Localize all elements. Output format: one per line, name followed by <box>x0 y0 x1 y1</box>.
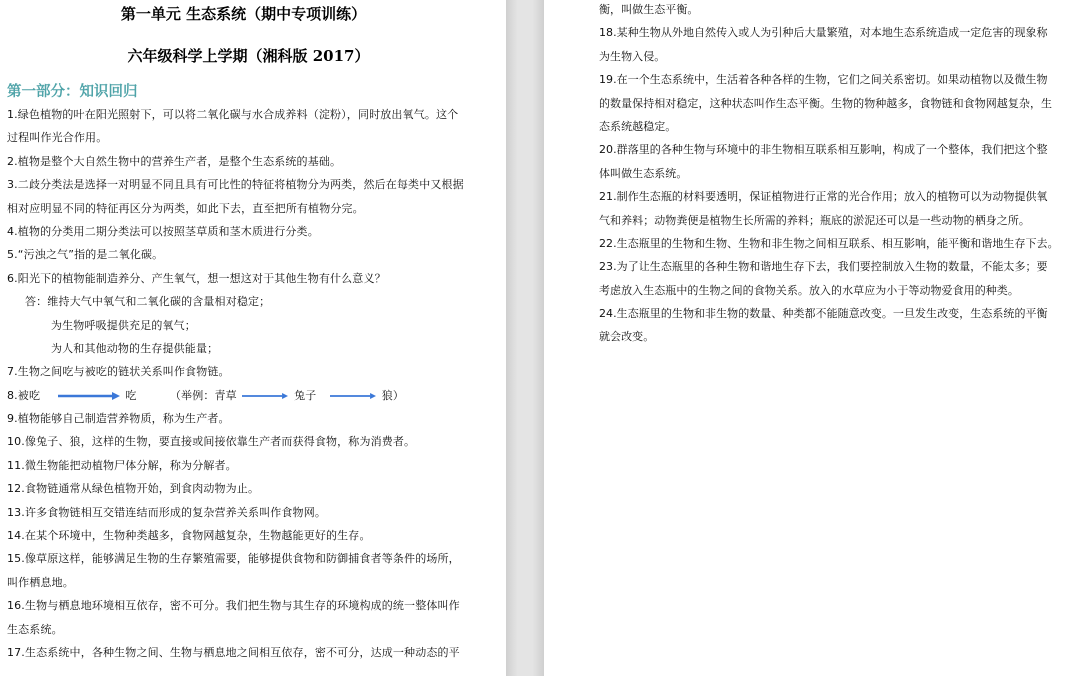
wolf-label: 狼） <box>381 388 405 402</box>
arrow-right-icon <box>58 391 120 401</box>
text-line: 气和养料；动物粪便是植物生长所需的养料；瓶底的淤泥还可以是一些动物的栖身之所。 <box>599 213 1030 227</box>
text-line: 23.为了让生态瓶里的各种生物和谐地生存下去，我们要控制放入生物的数量，不能太多；要 <box>599 260 1048 274</box>
text-line: 的数量保持相对稳定，这种状态叫作生态平衡。生物的物种越多，食物链和食物网越复杂，生 <box>599 96 1053 110</box>
document-subtitle: 六年级科学上学期（湘科版 2017） <box>127 47 370 65</box>
arrow-right-icon <box>330 391 376 401</box>
text-line: 相对应明显不同的特征再区分为两类，如此下去，直至把所有植物分完。 <box>7 201 364 215</box>
text-line: 过程叫作光合作用。 <box>7 131 108 145</box>
text-line: 9.植物能够自己制造营养物质，称为生产者。 <box>7 412 230 426</box>
text-line: 24.生态瓶里的生物和非生物的数量、种类都不能随意改变。一旦发生改变，生态系统的平衡 <box>599 307 1048 321</box>
arrow-right-icon <box>242 391 288 401</box>
text-line: 19.在一个生态系统中，生活着各种各样的生物，它们之间关系密切。如果动植物以及微生物 <box>599 73 1048 87</box>
text-line: 14.在某个环境中，生物种类越多，食物网越复杂，生物越能更好的生存。 <box>7 529 371 543</box>
answer-line: 为生物呼吸提供充足的氧气； <box>51 318 196 332</box>
text-line: 7.生物之间吃与被吃的链状关系叫作食物链。 <box>7 365 230 379</box>
answer-line: 答：维持大气中氧气和二氧化碳的含量相对稳定； <box>25 295 271 309</box>
text-line: 就会改变。 <box>599 330 655 344</box>
text-line: 17.生态系统中，各种生物之间、生物与栖息地之间相互依存，密不可分，达成一种动态的平 <box>7 645 460 659</box>
page-gap <box>506 0 544 676</box>
rabbit-label: 兔子 <box>294 388 317 402</box>
text-line: 12.食物链通常从绿色植物开始，到食肉动物为止。 <box>7 482 260 496</box>
text-line: 21.制作生态瓶的材料要透明，保证植物进行正常的光合作用；放入的植物可以为动物提供氧 <box>599 190 1048 204</box>
text-line: 1.绿色植物的叶在阳光照射下，可以将二氧化碳与水合成养料（淀粉），同时放出氧气。这个 <box>7 108 459 121</box>
text-line: 体叫做生态系统。 <box>599 166 688 180</box>
text-line: 11.微生物能把动植物尸体分解，称为分解者。 <box>7 458 237 472</box>
text-line: 态系统越稳定。 <box>599 119 677 133</box>
document-page-right <box>544 0 1080 676</box>
text-line: 4.植物的分类用二期分类法可以按照茎草质和茎木质进行分类。 <box>7 224 319 238</box>
text-line: 16.生物与栖息地环境相互依存，密不可分。我们把生物与其生存的环境构成的统一整体叫作 <box>7 599 460 613</box>
text-line: 20.群落里的各种生物与环境中的非生物相互联系相互影响，构成了一个整体，我们把这个整 <box>599 143 1048 157</box>
text-line: 2.植物是整个大自然生物中的营养生产者，是整个生态系统的基础。 <box>7 154 342 168</box>
text-line: 生态系统。 <box>7 622 63 636</box>
text-line: 18.某种生物从外地自然传入或人为引种后大量繁殖，对本地生态系统造成一定危害的现象称 <box>599 26 1048 40</box>
text-line: 3.二歧分类法是选择一对明显不同且具有可比性的特征将植物分为两类，然后在每类中又根据 <box>7 178 464 192</box>
document-title: 第一单元 生态系统（期中专项训练） <box>120 5 367 23</box>
text-line: 10.像兔子、狼，这样的生物，要直接或间接依靠生产者而获得食物，称为消费者。 <box>7 435 416 449</box>
eat-label: 吃 <box>125 388 137 402</box>
answer-line: 为人和其他动物的生存提供能量； <box>51 341 219 355</box>
text-line: 为生物入侵。 <box>599 49 666 63</box>
document-page-left <box>0 0 506 676</box>
text-line: 13.许多食物链相互交错连结而形成的复杂营养关系叫作食物网。 <box>7 505 326 519</box>
text-line: 5.“污浊之气”指的是二氧化碳。 <box>7 248 164 262</box>
text-line: 衡，叫做生态平衡。 <box>599 3 699 16</box>
text-line: 22.生态瓶里的生物和生物、生物和非生物之间相互联系、相互影响，能平衡和谐地生存下去。 <box>599 236 1059 250</box>
text-line: 6.阳光下的植物能制造养分、产生氧气，想一想这对于其他生物有什么意义？ <box>7 271 386 285</box>
example-label: （举例：青草 <box>169 388 237 402</box>
food-chain-line <box>7 384 500 407</box>
section-heading: 第一部分：知识回归 <box>7 84 138 100</box>
text-line: 叫作栖息地。 <box>7 575 74 589</box>
text-line: 15.像草原这样，能够满足生物的生存繁殖需要，能够提供食物和防御捕食者等条件的场所， <box>7 552 460 566</box>
eaten-label: 8.被吃 <box>7 388 41 402</box>
text-line: 考虑放入生态瓶中的生物之间的食物关系。放入的水草应为小于等动物爱食用的种类。 <box>599 283 1019 297</box>
